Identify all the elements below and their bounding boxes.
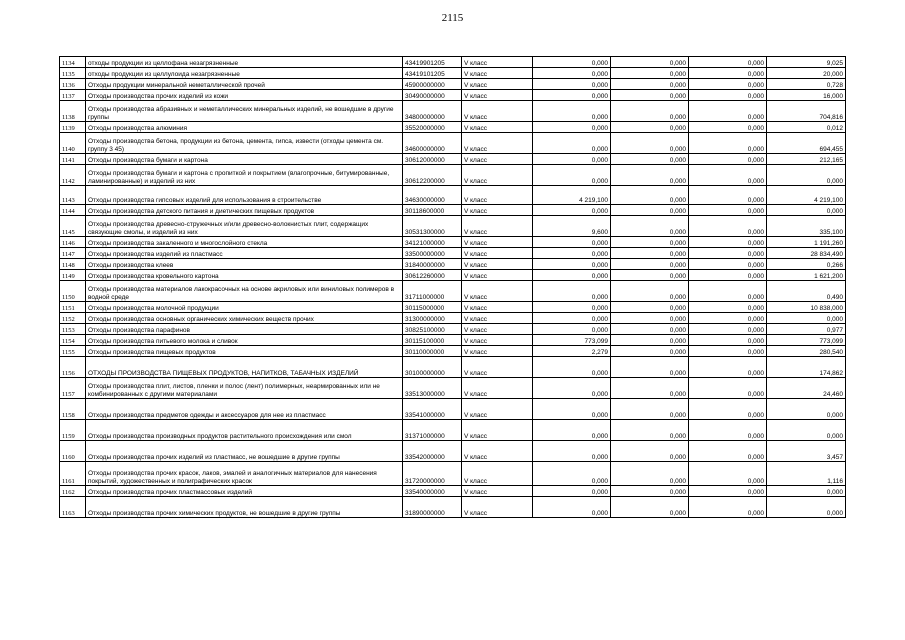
row-number-cell: 1161 xyxy=(60,462,86,486)
fkko-code-cell: 31300000000 xyxy=(403,313,462,324)
value-1-cell: 0,000 xyxy=(533,259,611,270)
row-number-cell: 1143 xyxy=(60,186,86,205)
value-3-cell: 0,000 xyxy=(689,154,767,165)
hazard-class-cell: V класс xyxy=(462,497,533,518)
value-2-cell: 0,000 xyxy=(611,79,689,90)
value-2-cell: 0,000 xyxy=(611,248,689,259)
hazard-class-cell: V класс xyxy=(462,441,533,462)
fkko-code-cell: 35520000000 xyxy=(403,122,462,133)
fkko-code-cell: 30612260000 xyxy=(403,270,462,281)
row-number-cell: 1145 xyxy=(60,216,86,237)
waste-name-cell: Отходы производства молочной продукции xyxy=(86,302,403,313)
fkko-code-cell: 34121000000 xyxy=(403,237,462,248)
row-number-cell: 1162 xyxy=(60,486,86,497)
fkko-code-cell: 31711000000 xyxy=(403,281,462,302)
value-2-cell: 0,000 xyxy=(611,122,689,133)
row-number-cell: 1148 xyxy=(60,259,86,270)
hazard-class-cell: V класс xyxy=(462,486,533,497)
value-1-cell: 0,000 xyxy=(533,313,611,324)
fkko-code-cell: 31371000000 xyxy=(403,420,462,441)
value-3-cell: 0,000 xyxy=(689,79,767,90)
value-2-cell: 0,000 xyxy=(611,259,689,270)
row-number-cell: 1144 xyxy=(60,205,86,216)
value-2-cell: 0,000 xyxy=(611,165,689,186)
value-2-cell: 0,000 xyxy=(611,462,689,486)
fkko-code-cell: 33542000000 xyxy=(403,441,462,462)
waste-name-cell: Отходы производства парафинов xyxy=(86,324,403,335)
hazard-class-cell: V класс xyxy=(462,281,533,302)
row-number-cell: 1149 xyxy=(60,270,86,281)
table-row xyxy=(60,399,846,420)
fkko-code-cell: 31720000000 xyxy=(403,462,462,486)
fkko-code-cell: 33500000000 xyxy=(403,248,462,259)
hazard-class-cell: V класс xyxy=(462,165,533,186)
table-row xyxy=(60,237,846,248)
value-4-cell: 28 834,490 xyxy=(767,248,846,259)
waste-name-cell: Отходы производства прочих изделий из кожи xyxy=(86,90,403,101)
value-3-cell: 0,000 xyxy=(689,441,767,462)
row-number-cell: 1141 xyxy=(60,154,86,165)
fkko-code-cell: 31840000000 xyxy=(403,259,462,270)
value-1-cell: 0,000 xyxy=(533,281,611,302)
value-4-cell: 0,490 xyxy=(767,281,846,302)
row-number-cell: 1147 xyxy=(60,248,86,259)
value-2-cell: 0,000 xyxy=(611,313,689,324)
fkko-code-cell: 30118600000 xyxy=(403,205,462,216)
hazard-class-cell: V класс xyxy=(462,90,533,101)
value-3-cell: 0,000 xyxy=(689,237,767,248)
waste-name-cell: Отходы производства прочих пластмассовых изделий xyxy=(86,486,403,497)
page-number: 2115 xyxy=(441,12,464,24)
value-1-cell: 9,600 xyxy=(533,216,611,237)
value-3-cell: 0,000 xyxy=(689,133,767,154)
table-row xyxy=(60,324,846,335)
value-2-cell: 0,000 xyxy=(611,216,689,237)
value-4-cell: 0,728 xyxy=(767,79,846,90)
waste-name-cell: Отходы производства прочих красок, лаков, эмалей и аналогичных материалов для нанесения покрытий, художественных и полиграфических красок xyxy=(86,462,403,486)
table-row xyxy=(60,122,846,133)
hazard-class-cell: V класс xyxy=(462,346,533,357)
value-1-cell: 0,000 xyxy=(533,462,611,486)
value-4-cell: 0,000 xyxy=(767,497,846,518)
value-1-cell: 0,000 xyxy=(533,79,611,90)
row-number-cell: 1157 xyxy=(60,378,86,399)
value-2-cell: 0,000 xyxy=(611,441,689,462)
row-number-cell: 1155 xyxy=(60,346,86,357)
value-1-cell: 0,000 xyxy=(533,486,611,497)
value-1-cell: 0,000 xyxy=(533,165,611,186)
value-1-cell: 0,000 xyxy=(533,237,611,248)
table-row xyxy=(60,335,846,346)
value-3-cell: 0,000 xyxy=(689,346,767,357)
value-1-cell: 0,000 xyxy=(533,68,611,79)
waste-name-cell: Отходы производства предметов одежды и аксессуаров для нее из пластмасс xyxy=(86,399,403,420)
waste-name-cell: Отходы производства гипсовых изделий для использования в строительстве xyxy=(86,186,403,205)
row-number-cell: 1154 xyxy=(60,335,86,346)
row-number-cell: 1151 xyxy=(60,302,86,313)
waste-name-cell: Отходы производства питьевого молока и сливок xyxy=(86,335,403,346)
table-row xyxy=(60,90,846,101)
value-2-cell: 0,000 xyxy=(611,302,689,313)
fkko-code-cell: 34630000000 xyxy=(403,186,462,205)
value-4-cell: 0,000 xyxy=(767,420,846,441)
table-row xyxy=(60,101,846,122)
row-number-cell: 1139 xyxy=(60,122,86,133)
table-row xyxy=(60,270,846,281)
value-2-cell: 0,000 xyxy=(611,378,689,399)
value-3-cell: 0,000 xyxy=(689,335,767,346)
value-1-cell: 0,000 xyxy=(533,270,611,281)
waste-name-cell: Отходы производства абразивных и неметаллических минеральных изделий, не вошедшие в другие группы xyxy=(86,101,403,122)
hazard-class-cell: V класс xyxy=(462,313,533,324)
value-3-cell: 0,000 xyxy=(689,270,767,281)
fkko-code-cell: 45900000000 xyxy=(403,79,462,90)
value-4-cell: 9,025 xyxy=(767,57,846,68)
value-2-cell: 0,000 xyxy=(611,90,689,101)
waste-name-cell: Отходы производства алюминия xyxy=(86,122,403,133)
hazard-class-cell: V класс xyxy=(462,154,533,165)
value-3-cell: 0,000 xyxy=(689,357,767,378)
waste-name-cell: Отходы производства производных продуктов растительного происхождения или смол xyxy=(86,420,403,441)
waste-name-cell: отходы продукции из целлулоида незагрязненные xyxy=(86,68,403,79)
fkko-code-cell: 30100000000 xyxy=(403,357,462,378)
value-2-cell: 0,000 xyxy=(611,237,689,248)
fkko-code-cell: 30825100000 xyxy=(403,324,462,335)
row-number-cell: 1135 xyxy=(60,68,86,79)
value-1-cell: 773,099 xyxy=(533,335,611,346)
value-1-cell: 0,000 xyxy=(533,420,611,441)
waste-name-cell: Отходы производства прочих химических продуктов, не вошедшие в другие группы xyxy=(86,497,403,518)
hazard-class-cell: V класс xyxy=(462,205,533,216)
value-4-cell: 174,862 xyxy=(767,357,846,378)
waste-name-cell: Отходы производства бумаги и картона xyxy=(86,154,403,165)
value-1-cell: 0,000 xyxy=(533,441,611,462)
waste-name-cell: Отходы производства древесно-стружечных и/или древесно-волокнистых плит, содержащих связующие смолы, и изделий из них xyxy=(86,216,403,237)
value-3-cell: 0,000 xyxy=(689,420,767,441)
row-number-cell: 1142 xyxy=(60,165,86,186)
value-3-cell: 0,000 xyxy=(689,122,767,133)
value-4-cell: 0,000 xyxy=(767,399,846,420)
value-4-cell: 4 219,100 xyxy=(767,186,846,205)
fkko-code-cell: 30531300000 xyxy=(403,216,462,237)
waste-name-cell: Отходы производства бумаги и картона с пропиткой и покрытием (влагопрочные, битумированные, ламинированные) и изделий из них xyxy=(86,165,403,186)
hazard-class-cell: V класс xyxy=(462,101,533,122)
value-3-cell: 0,000 xyxy=(689,302,767,313)
value-4-cell: 1,116 xyxy=(767,462,846,486)
value-4-cell: 20,000 xyxy=(767,68,846,79)
value-3-cell: 0,000 xyxy=(689,90,767,101)
value-1-cell: 0,000 xyxy=(533,399,611,420)
value-2-cell: 0,000 xyxy=(611,154,689,165)
value-4-cell: 1 621,200 xyxy=(767,270,846,281)
value-1-cell: 0,000 xyxy=(533,133,611,154)
value-3-cell: 0,000 xyxy=(689,248,767,259)
table-row xyxy=(60,486,846,497)
value-2-cell: 0,000 xyxy=(611,205,689,216)
hazard-class-cell: V класс xyxy=(462,133,533,154)
value-1-cell: 0,000 xyxy=(533,357,611,378)
table-row xyxy=(60,68,846,79)
value-1-cell: 0,000 xyxy=(533,497,611,518)
fkko-code-cell: 34600000000 xyxy=(403,133,462,154)
row-number-cell: 1163 xyxy=(60,497,86,518)
fkko-code-cell: 30490000000 xyxy=(403,90,462,101)
fkko-code-cell: 34800000000 xyxy=(403,101,462,122)
value-1-cell: 0,000 xyxy=(533,154,611,165)
fkko-code-cell: 33541000000 xyxy=(403,399,462,420)
row-number-cell: 1159 xyxy=(60,420,86,441)
value-1-cell: 0,000 xyxy=(533,57,611,68)
table-row xyxy=(60,281,846,302)
table-row xyxy=(60,378,846,399)
value-2-cell: 0,000 xyxy=(611,133,689,154)
value-3-cell: 0,000 xyxy=(689,259,767,270)
value-1-cell: 0,000 xyxy=(533,324,611,335)
waste-name-cell: Отходы продукции минеральной неметаллической прочей xyxy=(86,79,403,90)
value-1-cell: 0,000 xyxy=(533,205,611,216)
hazard-class-cell: V класс xyxy=(462,378,533,399)
table-row xyxy=(60,346,846,357)
table-row xyxy=(60,57,846,68)
value-3-cell: 0,000 xyxy=(689,165,767,186)
value-3-cell: 0,000 xyxy=(689,101,767,122)
value-4-cell: 335,100 xyxy=(767,216,846,237)
value-4-cell: 0,000 xyxy=(767,165,846,186)
hazard-class-cell: V класс xyxy=(462,57,533,68)
hazard-class-cell: V класс xyxy=(462,399,533,420)
fkko-code-cell: 43419101205 xyxy=(403,68,462,79)
table-row xyxy=(60,216,846,237)
value-2-cell: 0,000 xyxy=(611,57,689,68)
value-3-cell: 0,000 xyxy=(689,57,767,68)
value-4-cell: 694,455 xyxy=(767,133,846,154)
waste-name-cell: Отходы производства материалов лакокрасочных на основе акриловых или виниловых полимеров в водной среде xyxy=(86,281,403,302)
row-number-cell: 1153 xyxy=(60,324,86,335)
value-4-cell: 0,000 xyxy=(767,205,846,216)
hazard-class-cell: V класс xyxy=(462,216,533,237)
value-2-cell: 0,000 xyxy=(611,335,689,346)
table-row xyxy=(60,79,846,90)
value-2-cell: 0,000 xyxy=(611,420,689,441)
value-1-cell: 0,000 xyxy=(533,122,611,133)
row-number-cell: 1136 xyxy=(60,79,86,90)
table-row xyxy=(60,259,846,270)
table-row xyxy=(60,302,846,313)
value-4-cell: 16,000 xyxy=(767,90,846,101)
table-row xyxy=(60,248,846,259)
row-number-cell: 1150 xyxy=(60,281,86,302)
waste-name-cell: Отходы производства кровельного картона xyxy=(86,270,403,281)
hazard-class-cell: V класс xyxy=(462,357,533,378)
value-3-cell: 0,000 xyxy=(689,486,767,497)
value-1-cell: 0,000 xyxy=(533,248,611,259)
table-row xyxy=(60,186,846,205)
value-3-cell: 0,000 xyxy=(689,205,767,216)
value-1-cell: 0,000 xyxy=(533,101,611,122)
table-row xyxy=(60,441,846,462)
hazard-class-cell: V класс xyxy=(462,259,533,270)
table-body xyxy=(60,57,846,518)
value-4-cell: 773,099 xyxy=(767,335,846,346)
value-2-cell: 0,000 xyxy=(611,497,689,518)
hazard-class-cell: V класс xyxy=(462,462,533,486)
waste-name-cell: Отходы производства детского питания и диетических пищевых продуктов xyxy=(86,205,403,216)
waste-name-cell: Отходы производства плит, листов, пленки и полос (лент) полимерных, неармированных или не комбинированных с другими материалами xyxy=(86,378,403,399)
value-2-cell: 0,000 xyxy=(611,68,689,79)
fkko-code-cell: 43419901205 xyxy=(403,57,462,68)
value-1-cell: 0,000 xyxy=(533,378,611,399)
row-number-cell: 1134 xyxy=(60,57,86,68)
waste-name-cell: Отходы производства прочих изделий из пластмасс, не вошедшие в другие группы xyxy=(86,441,403,462)
hazard-class-cell: V класс xyxy=(462,248,533,259)
row-number-cell: 1138 xyxy=(60,101,86,122)
value-4-cell: 0,000 xyxy=(767,486,846,497)
waste-name-cell: Отходы производства бетона, продукции из бетона, цемента, гипса, извести (отходы цемента см. группу 3 45) xyxy=(86,133,403,154)
value-4-cell: 0,977 xyxy=(767,324,846,335)
hazard-class-cell: V класс xyxy=(462,302,533,313)
row-number-cell: 1137 xyxy=(60,90,86,101)
waste-name-cell: Отходы производства изделий из пластмасс xyxy=(86,248,403,259)
hazard-class-cell: V класс xyxy=(462,335,533,346)
row-number-cell: 1156 xyxy=(60,357,86,378)
waste-name-cell: ОТХОДЫ ПРОИЗВОДСТВА ПИЩЕВЫХ ПРОДУКТОВ, НАПИТКОВ, ТАБАЧНЫХ ИЗДЕЛИЙ xyxy=(86,357,403,378)
fkko-code-cell: 30612000000 xyxy=(403,154,462,165)
value-2-cell: 0,000 xyxy=(611,186,689,205)
value-3-cell: 0,000 xyxy=(689,216,767,237)
value-2-cell: 0,000 xyxy=(611,281,689,302)
hazard-class-cell: V класс xyxy=(462,237,533,248)
row-number-cell: 1140 xyxy=(60,133,86,154)
table-row xyxy=(60,357,846,378)
value-1-cell: 0,000 xyxy=(533,302,611,313)
waste-name-cell: Отходы производства основных органических химических веществ прочих xyxy=(86,313,403,324)
fkko-code-cell: 33540000000 xyxy=(403,486,462,497)
waste-name-cell: отходы продукции из целлофана незагрязненные xyxy=(86,57,403,68)
value-3-cell: 0,000 xyxy=(689,281,767,302)
value-4-cell: 3,457 xyxy=(767,441,846,462)
value-2-cell: 0,000 xyxy=(611,101,689,122)
value-3-cell: 0,000 xyxy=(689,186,767,205)
fkko-code-cell: 30110000000 xyxy=(403,346,462,357)
row-number-cell: 1146 xyxy=(60,237,86,248)
table-row xyxy=(60,462,846,486)
waste-name-cell: Отходы производства клеев xyxy=(86,259,403,270)
table-row xyxy=(60,313,846,324)
row-number-cell: 1158 xyxy=(60,399,86,420)
hazard-class-cell: V класс xyxy=(462,122,533,133)
value-4-cell: 704,816 xyxy=(767,101,846,122)
value-4-cell: 24,460 xyxy=(767,378,846,399)
value-2-cell: 0,000 xyxy=(611,324,689,335)
table-row xyxy=(60,165,846,186)
value-1-cell: 0,000 xyxy=(533,90,611,101)
value-4-cell: 212,165 xyxy=(767,154,846,165)
value-3-cell: 0,000 xyxy=(689,313,767,324)
fkko-code-cell: 31890000000 xyxy=(403,497,462,518)
table-row xyxy=(60,420,846,441)
value-2-cell: 0,000 xyxy=(611,399,689,420)
value-4-cell: 1 191,260 xyxy=(767,237,846,248)
value-4-cell: 0,012 xyxy=(767,122,846,133)
value-1-cell: 2,279 xyxy=(533,346,611,357)
fkko-code-cell: 30115000000 xyxy=(403,302,462,313)
hazard-class-cell: V класс xyxy=(462,270,533,281)
value-2-cell: 0,000 xyxy=(611,270,689,281)
value-2-cell: 0,000 xyxy=(611,486,689,497)
hazard-class-cell: V класс xyxy=(462,186,533,205)
table-row xyxy=(60,205,846,216)
waste-name-cell: Отходы производства закаленного и многослойного стекла xyxy=(86,237,403,248)
value-4-cell: 0,266 xyxy=(767,259,846,270)
fkko-code-cell: 33513000000 xyxy=(403,378,462,399)
hazard-class-cell: V класс xyxy=(462,68,533,79)
table-row xyxy=(60,497,846,518)
table-row xyxy=(60,154,846,165)
row-number-cell: 1160 xyxy=(60,441,86,462)
value-4-cell: 0,000 xyxy=(767,313,846,324)
row-number-cell: 1152 xyxy=(60,313,86,324)
value-3-cell: 0,000 xyxy=(689,68,767,79)
hazard-class-cell: V класс xyxy=(462,420,533,441)
value-3-cell: 0,000 xyxy=(689,497,767,518)
value-3-cell: 0,000 xyxy=(689,378,767,399)
value-4-cell: 10 838,000 xyxy=(767,302,846,313)
waste-register-table xyxy=(59,56,846,518)
fkko-code-cell: 30612200000 xyxy=(403,165,462,186)
table-row xyxy=(60,133,846,154)
value-3-cell: 0,000 xyxy=(689,399,767,420)
hazard-class-cell: V класс xyxy=(462,324,533,335)
hazard-class-cell: V класс xyxy=(462,79,533,90)
value-3-cell: 0,000 xyxy=(689,324,767,335)
waste-name-cell: Отходы производства пищевых продуктов xyxy=(86,346,403,357)
value-2-cell: 0,000 xyxy=(611,357,689,378)
fkko-code-cell: 30115100000 xyxy=(403,335,462,346)
value-4-cell: 280,540 xyxy=(767,346,846,357)
value-3-cell: 0,000 xyxy=(689,462,767,486)
value-2-cell: 0,000 xyxy=(611,346,689,357)
value-1-cell: 4 219,100 xyxy=(533,186,611,205)
